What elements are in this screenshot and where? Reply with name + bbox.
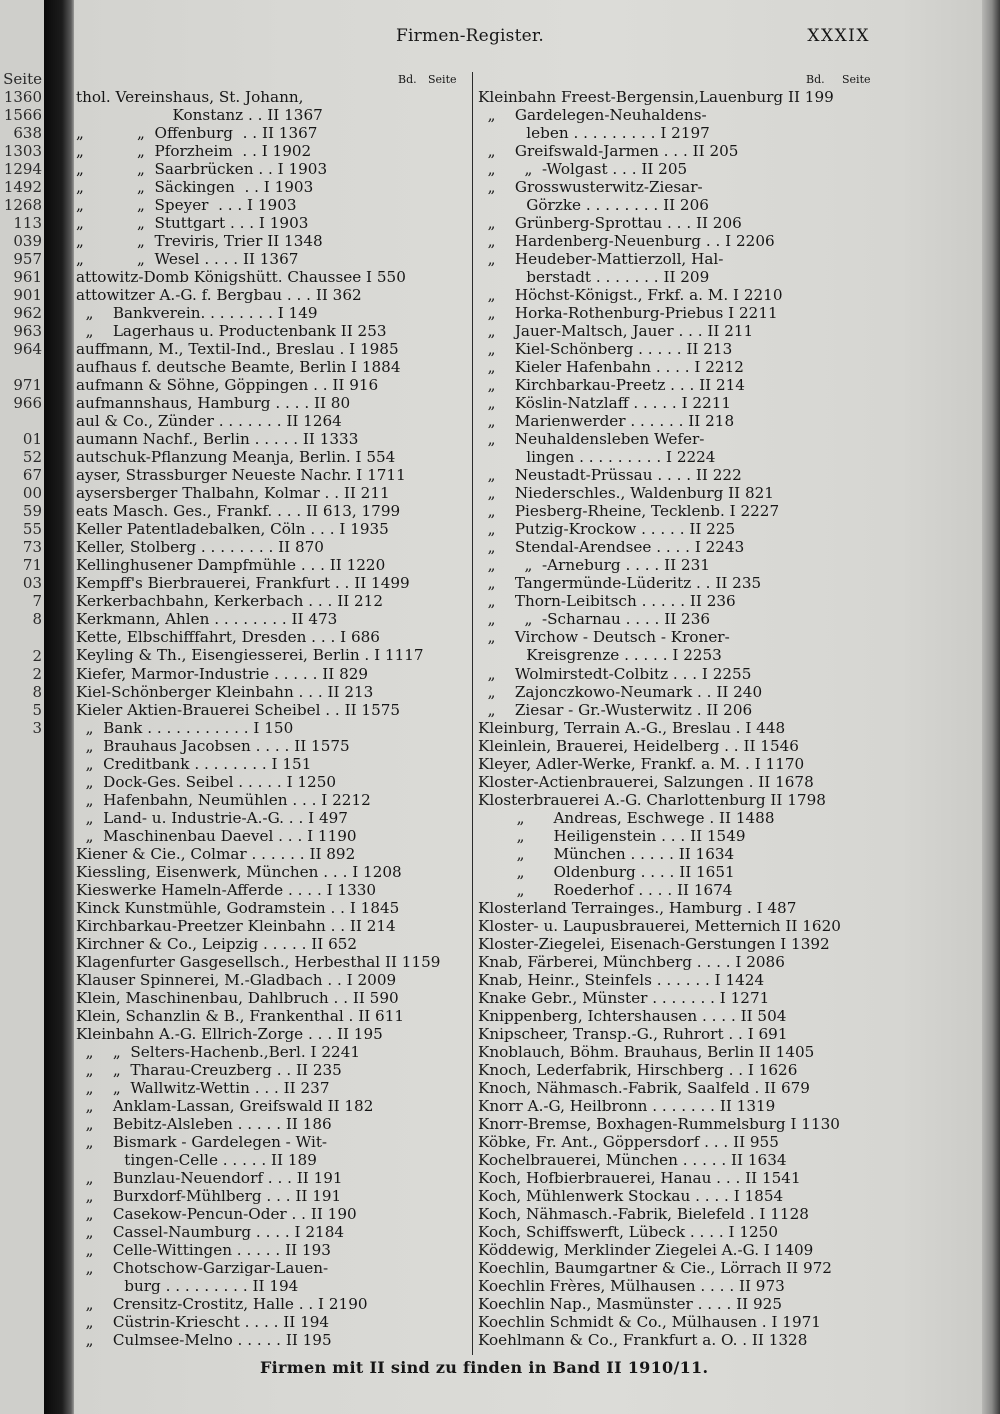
register-entry: „ Cassel-Naumburg . . . . I 2184 [76,1222,345,1241]
page-number: XXXIX [807,26,870,46]
register-entry: „ „ Pforzheim . . I 1902 [76,142,312,161]
register-entry: „ Dock-Ges. Seibel . . . . . I 1250 [76,772,337,791]
register-entry: „ Piesberg-Rheine, Tecklenb. I 2227 [478,502,780,521]
register-entry: Keller, Stolberg . . . . . . . . II 870 [76,538,324,557]
register-entry: „ Köslin-Natzlaff . . . . . I 2211 [478,394,732,413]
register-entry: Koch, Hofbierbrauerei, Hanau . . . II 1541 [478,1168,801,1187]
register-entry: Klagenfurter Gasgesellsch., Herbesthal II 1159 [76,952,441,971]
register-entry: „ Virchow - Deutsch - Kroner- [478,628,730,647]
previous-page-strip [0,0,44,1414]
register-entry: „ „ Speyer . . . I 1903 [76,196,297,215]
register-entry: Knab, Färberei, Münchberg . . . . I 2086 [478,952,785,971]
register-entry: autschuk-Pflanzung Meanja, Berlin. I 554 [76,448,396,467]
register-entry: aysersberger Thalbahn, Kolmar . . II 211 [76,484,390,503]
column-divider [472,72,473,1355]
register-entry: „ Bismark - Gardelegen - Wit- [76,1132,328,1151]
previous-page-number: 2 [32,646,42,665]
register-entry: „ Höchst-Königst., Frkf. a. M. I 2210 [478,286,783,305]
register-entry: Knoch, Lederfabrik, Hirschberg . . I 1626 [478,1060,798,1079]
register-entry: Knoblauch, Böhm. Brauhaus, Berlin II 1405 [478,1042,815,1061]
register-entry: „ „ -Arneburg . . . . II 231 [478,556,710,575]
register-entry: attowitzer A.-G. f. Bergbau . . . II 362 [76,286,362,305]
previous-page-number: 971 [13,376,42,395]
register-entry: „ Stendal-Arendsee . . . . I 2243 [478,538,745,557]
register-entry: Knake Gebr., Münster . . . . . . . I 1271 [478,988,770,1007]
register-entry: Klosterland Terrainges., Hamburg . I 487 [478,898,797,917]
right-entry-list [478,88,876,1349]
register-entry: Köddewig, Merklinder Ziegelei A.-G. I 1409 [478,1241,814,1259]
register-entry: „ „ Saarbrücken . . I 1903 [76,160,328,179]
register-entry: „ Brauhaus Jacobsen . . . . II 1575 [76,736,350,755]
previous-page-number: 638 [13,124,42,143]
register-entry: „ Celle-Wittingen . . . . . II 193 [76,1241,331,1259]
register-entry: „ Roederhof . . . . II 1674 [478,880,733,899]
register-entry: Kloster-Ziegelei, Eisenach-Gerstungen I 1392 [478,934,830,953]
previous-page-number [0,412,42,430]
register-entry: Knorr-Bremse, Boxhagen-Rummelsburg I 1130 [478,1114,840,1133]
previous-page-number: 964 [13,340,42,359]
register-entry: Koechlin Frères, Mülhausen . . . . II 973 [478,1277,785,1296]
previous-page-number [0,358,42,376]
register-entry: Görzke . . . . . . . . II 206 [478,196,709,215]
register-entry: „ Oldenburg . . . . II 1651 [478,862,735,881]
register-entry: Koechlin Nap., Masmünster . . . . II 925 [478,1295,783,1314]
previous-page-number: 901 [13,286,42,305]
register-entry: „ „ Tharau-Creuzberg . . II 235 [76,1060,342,1079]
register-entry: „ Cüstrin-Kriescht . . . . II 194 [76,1313,330,1332]
previous-page-number: 67 [22,466,42,485]
register-entry: „ „ Säckingen . . I 1903 [76,178,314,197]
register-entry: „ Bankverein. . . . . . . . I 149 [76,304,318,323]
register-entry: Kempff's Bierbrauerei, Frankfurt . . II 1499 [76,574,410,593]
register-entry: Kiefer, Marmor-Industrie . . . . . II 829 [76,664,369,683]
right-column-header [478,70,876,88]
previous-page-number: 1360 [3,88,42,107]
register-entry: Knipscheer, Transp.-G., Ruhrort . . I 691 [478,1024,788,1043]
register-entry: „ Zajonczkowo-Neumark . . II 240 [478,682,763,701]
left-column-header [76,70,468,88]
register-entry: attowitz-Domb Königshütt. Chaussee I 550 [76,268,406,287]
register-entry: Kiener & Cie., Colmar . . . . . . II 892 [76,844,356,863]
register-entry: ayser, Strassburger Neueste Nachr. I 1711 [76,466,406,485]
previous-page-number: 01 [22,430,42,449]
register-entry: Keyling & Th., Eisengiesserei, Berlin . I 1117 [76,646,424,665]
register-entry: „ Crensitz-Crostitz, Halle . . I 2190 [76,1295,368,1314]
previous-page-number: 52 [22,448,42,467]
page-edge-shadow [982,0,1000,1414]
register-entry: „ Jauer-Maltsch, Jauer . . . II 211 [478,322,754,341]
register-entry: „ Maschinenbau Daevel . . . I 1190 [76,826,357,845]
register-entry: Klosterbrauerei A.-G. Charlottenburg II 1798 [478,790,826,809]
previous-page-number: 1566 [3,106,42,125]
register-entry: Kleinlein, Brauerei, Heidelberg . . II 1546 [478,736,799,755]
register-entry: „ „ Wallwitz-Wettin . . . II 237 [76,1078,330,1097]
right-column [478,70,876,1349]
previous-page-number [0,628,42,646]
left-column [76,70,468,1349]
previous-page-number: 59 [22,502,42,521]
register-entry: Kleinbahn A.-G. Ellrich-Zorge . . . II 195 [76,1024,383,1043]
previous-page-number: 55 [22,520,42,539]
book-gutter [44,0,74,1414]
register-entry: Kiessling, Eisenwerk, München . . . I 1208 [76,862,402,881]
register-entry: „ „ Stuttgart . . . I 1903 [76,214,309,233]
register-entry: Kieswerke Hameln-Afferde . . . . I 1330 [76,880,377,899]
register-entry: „ Gardelegen-Neuhaldens- [478,106,707,125]
register-entry: Klein, Schanzlin & B., Frankenthal . II 611 [76,1006,405,1025]
register-entry: „ Horka-Rothenburg-Priebus I 2211 [478,304,778,323]
previous-page-number: 00 [22,484,42,503]
register-entry: tingen-Celle . . . . . II 189 [76,1150,317,1169]
register-entry: „ „ Wesel . . . . II 1367 [76,250,299,269]
previous-page-number: 113 [13,214,42,233]
register-entry: lingen . . . . . . . . . I 2224 [478,448,716,467]
register-entry: „ Grosswusterwitz-Ziesar- [478,178,703,197]
previous-page-number: 039 [13,232,42,251]
register-entry: Kloster- u. Laupusbrauerei, Metternich II 1620 [478,916,841,935]
register-entry: Knippenberg, Ichtershausen . . . . II 504 [478,1006,787,1025]
register-entry: Kirchbarkau-Preetzer Kleinbahn . . II 214 [76,916,396,935]
register-entry: aufmannshaus, Hamburg . . . . II 80 [76,394,351,413]
register-entry: aul & Co., Zünder . . . . . . . II 1264 [76,412,342,431]
register-entry: Koechlin, Baumgartner & Cie., Lörrach II 972 [478,1259,832,1278]
register-entry: burg . . . . . . . . . II 194 [76,1277,299,1296]
previous-page-number: 1303 [3,142,42,161]
register-entry: Kieler Aktien-Brauerei Scheibel . . II 1575 [76,700,401,719]
register-entry: aufhaus f. deutsche Beamte, Berlin I 1884 [76,358,401,377]
register-entry: „ Tangermünde-Lüderitz . . II 235 [478,574,762,593]
previous-page-number: 962 [13,304,42,323]
register-entry: Kerkerbachbahn, Kerkerbach . . . II 212 [76,592,384,611]
register-entry: auffmann, M., Textil-Ind., Breslau . I 1985 [76,340,399,359]
register-entry: Kleyer, Adler-Werke, Frankf. a. M. . I 1170 [478,754,805,773]
register-entry: Kochelbrauerei, München . . . . . II 1634 [478,1150,787,1169]
register-entry: aufmann & Söhne, Göppingen . . II 916 [76,376,379,395]
register-entry: Kiel-Schönberger Kleinbahn . . . II 213 [76,682,374,701]
register-entry: leben . . . . . . . . . I 2197 [478,124,710,143]
previous-page-number: 7 [32,592,42,611]
previous-page-number: Seite [3,70,42,88]
register-entry: Kette, Elbschifffahrt, Dresden . . . I 686 [76,628,380,647]
register-entry: Keller Patentladebalken, Cöln . . . I 1935 [76,520,389,539]
page-header: Seite [428,73,457,86]
register-entry: „ Chotschow-Garzigar-Lauen- [76,1259,329,1278]
register-entry: „ Heudeber-Mattierzoll, Hal- [478,250,724,269]
register-entry: „ Heiligenstein . . . II 1549 [478,826,746,845]
previous-page-number: 1294 [3,160,42,179]
volume-header: Bd. [398,73,417,86]
register-entry: „ Lagerhaus u. Productenbank II 253 [76,322,387,341]
register-entry: Knorr A.-G, Heilbronn . . . . . . . II 1319 [478,1096,776,1115]
previous-page-numbers [0,70,42,737]
register-entry: Kleinbahn Freest-Bergensin,Lauenburg II 199 [478,88,834,106]
register-entry: „ Putzig-Krockow . . . . . II 225 [478,520,736,539]
register-entry: „ Anklam-Lassan, Greifswald II 182 [76,1096,374,1115]
register-entry: Koch, Schiffswerft, Lübeck . . . . I 1250 [478,1222,778,1241]
page-header: Seite [842,73,871,86]
register-entry: „ Bunzlau-Neuendorf . . . II 191 [76,1168,343,1187]
register-entry: „ Neuhaldensleben Wefer- [478,430,705,449]
register-entry: Klauser Spinnerei, M.-Gladbach . . I 2009 [76,970,397,989]
register-entry: Köbke, Fr. Ant., Göppersdorf . . . II 955 [478,1132,779,1151]
register-entry: „ Grünberg-Sprottau . . . II 206 [478,214,742,233]
register-entry: berstadt . . . . . . . II 209 [478,268,710,287]
previous-page-number: 1492 [3,178,42,197]
volume-header: Bd. [806,73,825,86]
register-entry: „ Hardenberg-Neuenburg . . I 2206 [478,232,775,251]
previous-page-number: 5 [32,700,42,719]
register-entry: Knab, Heinr., Steinfels . . . . . . I 1424 [478,970,765,989]
register-entry: Kinck Kunstmühle, Godramstein . . I 1845 [76,898,400,917]
previous-page-number: 961 [13,268,42,287]
register-entry: „ Kirchbarkau-Preetz . . . II 214 [478,376,745,395]
previous-page-number: 3 [32,718,42,737]
register-entry: „ „ Selters-Hachenb.,Berl. I 2241 [76,1042,361,1061]
register-entry: Kloster-Actienbrauerei, Salzungen . II 1678 [478,772,814,791]
register-entry: „ Bebitz-Alsleben . . . . . II 186 [76,1114,332,1133]
register-entry: Koch, Nähmasch.-Fabrik, Bielefeld . I 1128 [478,1204,809,1223]
register-entry: „ Burxdorf-Mühlberg . . . II 191 [76,1186,342,1205]
register-entry: Konstanz . . II 1367 [76,106,323,125]
register-entry: „ Thorn-Leibitsch . . . . . II 236 [478,592,736,611]
register-entry: „ Bank . . . . . . . . . . . I 150 [76,718,294,737]
register-entry: Klein, Maschinenbau, Dahlbruch . . II 590 [76,988,399,1007]
register-entry: Kerkmann, Ahlen . . . . . . . . II 473 [76,610,338,629]
register-entry: „ „ -Scharnau . . . . II 236 [478,610,711,629]
register-entry: „ Creditbank . . . . . . . . I 151 [76,754,312,773]
register-entry: „ Niederschles., Waldenburg II 821 [478,484,774,503]
register-entry: Kellinghusener Dampfmühle . . . II 1220 [76,556,386,575]
register-entry: „ Neustadt-Prüssau . . . . II 222 [478,466,742,485]
previous-page-number: 2 [32,664,42,683]
register-entry: „ Land- u. Industrie-A.-G. . . I 497 [76,808,348,827]
previous-page-number: 73 [22,538,42,557]
register-entry: Knoch, Nähmasch.-Fabrik, Saalfeld . II 679 [478,1078,810,1097]
register-entry: Kirchner & Co., Leipzig . . . . . II 652 [76,934,358,953]
register-entry: „ Casekow-Pencun-Oder . . II 190 [76,1204,357,1223]
register-entry: „ Kieler Hafenbahn . . . . I 2212 [478,358,744,377]
register-entry: Kreisgrenze . . . . . I 2253 [478,646,722,665]
previous-page-number: 966 [13,394,42,413]
previous-page-number: 957 [13,250,42,269]
previous-page-number: 1268 [3,196,42,215]
register-entry: „ Andreas, Eschwege . II 1488 [478,808,775,827]
register-entry: Koechlin Schmidt & Co., Mülhausen . I 1971 [478,1313,821,1332]
previous-page-number: 03 [22,574,42,593]
register-entry: Koch, Mühlenwerk Stockau . . . . I 1854 [478,1186,784,1205]
register-entry: Kleinburg, Terrain A.-G., Breslau . I 448 [478,718,786,737]
register-entry: eats Masch. Ges., Frankf. . . . II 613, 1799 [76,502,401,521]
register-entry: „ Greifswald-Jarmen . . . II 205 [478,142,739,161]
register-entry: „ Marienwerder . . . . . . II 218 [478,412,735,431]
register-entry: „ „ Treviris, Trier II 1348 [76,232,323,251]
previous-page-number: 71 [22,556,42,575]
previous-page-number: 8 [32,610,42,629]
register-entry: „ „ Offenburg . . II 1367 [76,124,318,143]
register-entry: „ Wolmirstedt-Colbitz . . . I 2255 [478,664,752,683]
register-entry: „ Culmsee-Melno . . . . . II 195 [76,1331,332,1350]
left-entry-list [76,88,468,1349]
previous-page-number: 963 [13,322,42,341]
previous-page-number: 8 [32,682,42,701]
register-entry: „ Hafenbahn, Neumühlen . . . I 2212 [76,790,371,809]
register-entry: aumann Nachf., Berlin . . . . . II 1333 [76,430,359,449]
register-entry: „ München . . . . . II 1634 [478,844,735,863]
register-entry: thol. Vereinshaus, St. Johann, [76,88,304,106]
register-entry: Koehlmann & Co., Frankfurt a. O. . II 1328 [478,1331,808,1350]
footnote: Firmen mit II sind zu finden in Band II 1910/11. [260,1358,709,1377]
running-title: Firmen-Register. [396,26,544,46]
register-entry: „ Ziesar - Gr.-Wusterwitz . II 206 [478,700,753,719]
register-entry: „ Kiel-Schönberg . . . . . II 213 [478,340,733,359]
register-entry: „ „ -Wolgast . . . II 205 [478,160,688,179]
